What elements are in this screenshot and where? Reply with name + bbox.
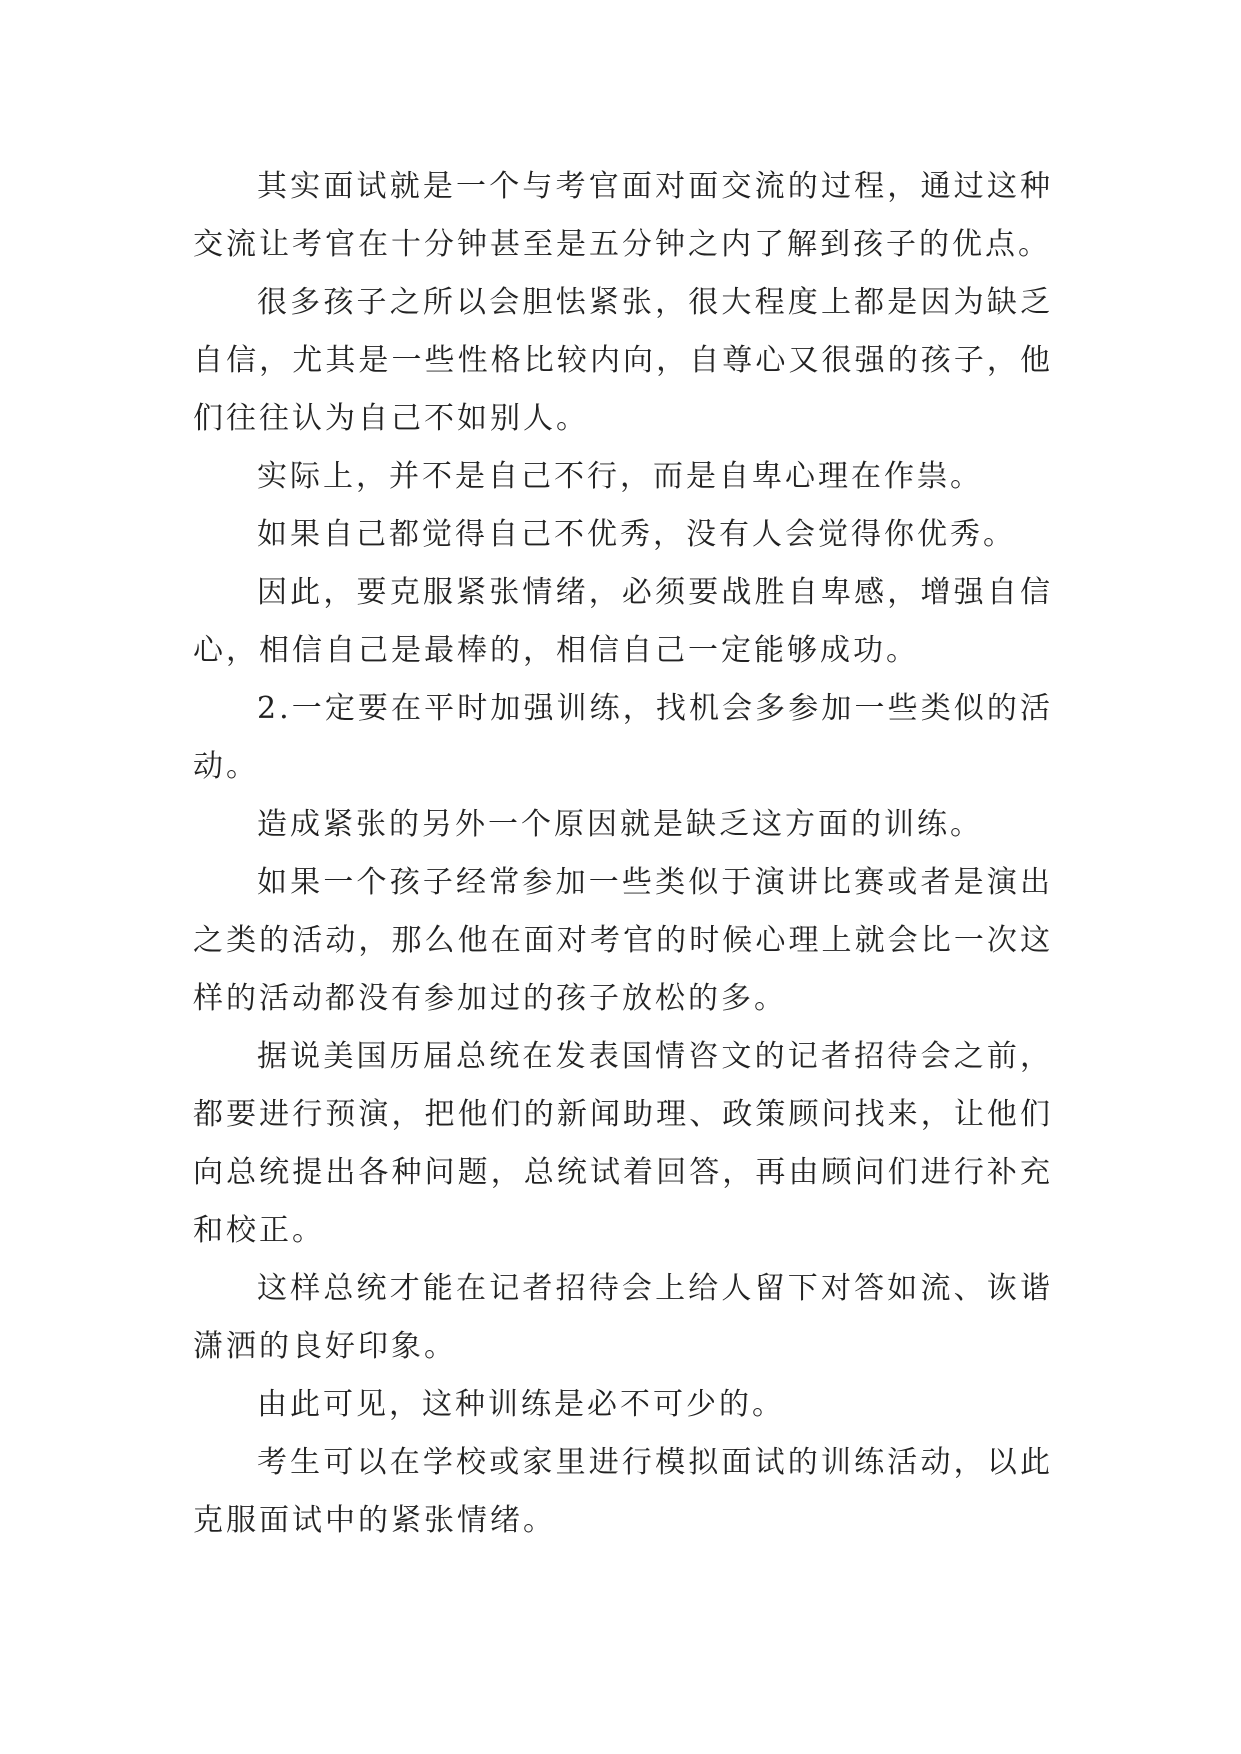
paragraph-6: 2.一定要在平时加强训练，找机会多参加一些类似的活动。 bbox=[193, 691, 1053, 784]
body-text bbox=[193, 158, 1053, 1550]
paragraph-1: 其实面试就是一个与考官面对面交流的过程，通过这种交流让考官在十分钟甚至是五分钟之内了解到孩子的优点。 bbox=[193, 169, 1053, 262]
paragraph-5: 因此，要克服紧张情绪，必须要战胜自卑感，增强自信心，相信自己是最棒的，相信自己一定能够成功。 bbox=[193, 575, 1053, 668]
paragraph-3: 实际上，并不是自己不行，而是自卑心理在作祟。 bbox=[257, 459, 983, 494]
paragraph-9: 据说美国历届总统在发表国情咨文的记者招待会之前，都要进行预演，把他们的新闻助理、政策顾问找来，让他们向总统提出各种问题，总统试着回答，再由顾问们进行补充和校正。 bbox=[193, 1039, 1053, 1248]
paragraph-8: 如果一个孩子经常参加一些类似于演讲比赛或者是演出之类的活动，那么他在面对考官的时候心理上就会比一次这样的活动都没有参加过的孩子放松的多。 bbox=[193, 865, 1053, 1016]
paragraph-2: 很多孩子之所以会胆怯紧张，很大程度上都是因为缺乏自信，尤其是一些性格比较内向，自尊心又很强的孩子，他们往往认为自己不如别人。 bbox=[193, 285, 1053, 436]
paragraph-7: 造成紧张的另外一个原因就是缺乏这方面的训练。 bbox=[257, 807, 983, 842]
paragraph-12: 考生可以在学校或家里进行模拟面试的训练活动，以此克服面试中的紧张情绪。 bbox=[193, 1445, 1053, 1538]
paragraph-11: 由此可见，这种训练是必不可少的。 bbox=[257, 1387, 785, 1422]
paragraph-10: 这样总统才能在记者招待会上给人留下对答如流、诙谐潇洒的良好印象。 bbox=[193, 1271, 1053, 1364]
paragraph-4: 如果自己都觉得自己不优秀，没有人会觉得你优秀。 bbox=[257, 517, 1016, 552]
